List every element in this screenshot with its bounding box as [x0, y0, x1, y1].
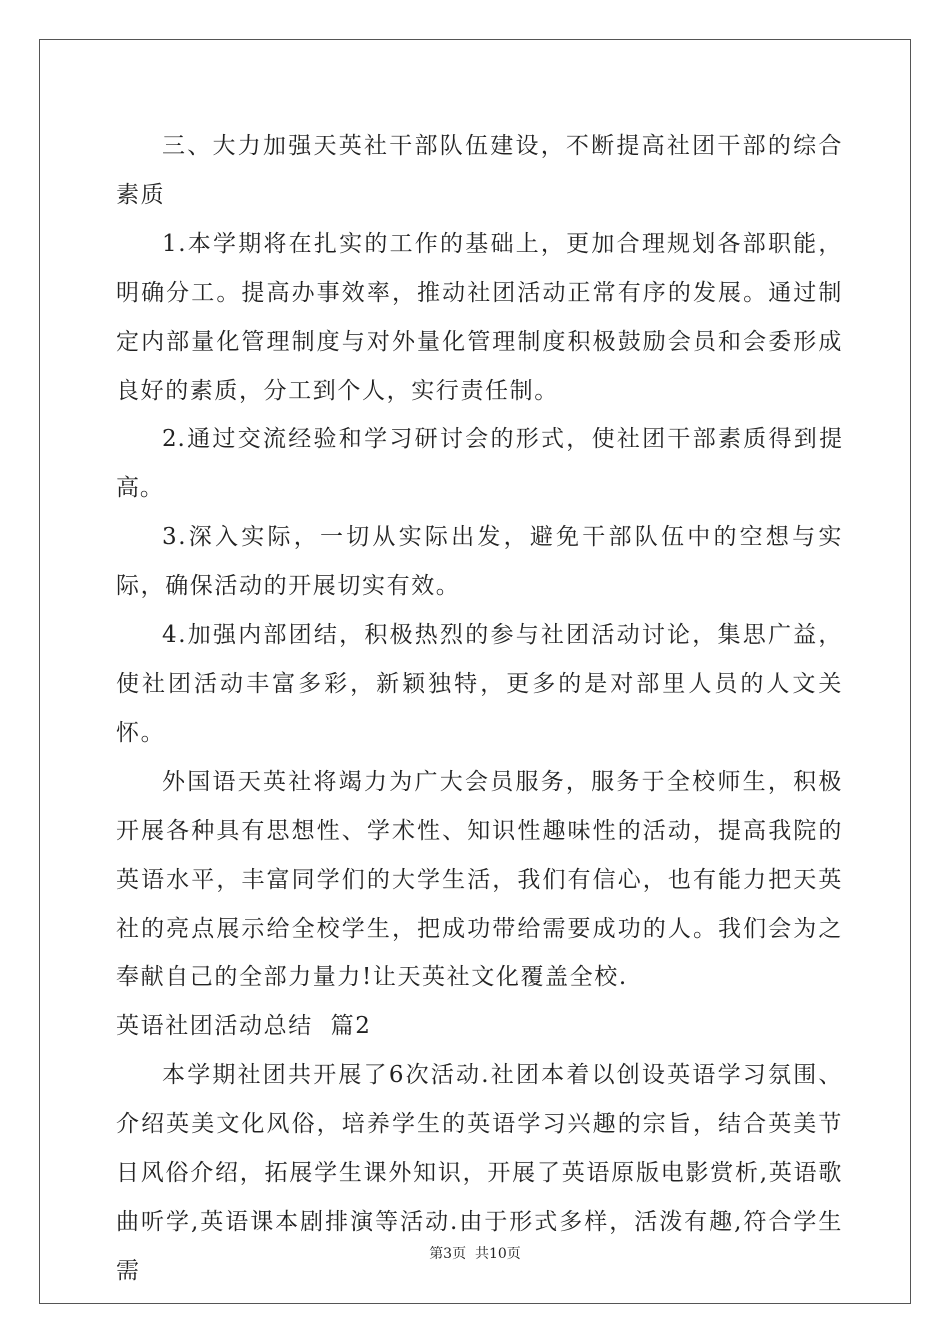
paragraph-section-three-heading: 三、大力加强天英社干部队伍建设，不断提高社团干部的综合素质 — [116, 133, 843, 208]
document-body — [116, 122, 843, 1296]
section-title: 英语社团活动总结 篇2 — [116, 1013, 372, 1040]
paragraph-item-3: 3.深入实际，一切从实际出发，避免干部队伍中的空想与实际，确保活动的开展切实有效。 — [116, 524, 843, 600]
page-footer: 第3页 共10页 — [429, 1246, 521, 1262]
paragraph-item-1: 1.本学期将在扎实的工作的基础上，更加合理规划各部职能，明确分工。提高办事效率，推动社团活动正常有序的发展。通过制定内部量化管理制度与对外量化管理制度积极鼓励会员和会委形成良好的素质，分工到个人，实行责任制。 — [116, 230, 843, 404]
paragraph-section-two-intro: 本学期社团共开展了6次活动.社团本着以创设英语学习氛围、介绍英美文化风俗，培养学生的英语学习兴趣的宗旨，结合英美节日风俗介绍，拓展学生课外知识，开展了英语原版电影赏析,英语歌曲听学,英语课本剧排演等活动.由于形式多样，活泼有趣,符合学生需 — [116, 1062, 843, 1284]
paragraph-item-2: 2.通过交流经验和学习研讨会的形式，使社团干部素质得到提高。 — [116, 426, 843, 502]
paragraph-closing: 外国语天英社将竭力为广大会员服务，服务于全校师生，积极开展各种具有思想性、学术性、知识性趣味性的活动，提高我院的英语水平，丰富同学们的大学生活，我们有信心，也有能力把天英社的亮点展示给全校学生，把成功带给需要成功的人。我们会为之奉献自己的全部力量力!让天英社文化覆盖全校. — [116, 768, 843, 991]
paragraph-item-4: 4.加强内部团结，积极热烈的参与社团活动讨论，集思广益，使社团活动丰富多彩，新颖独特，更多的是对部里人员的人文关怀。 — [116, 622, 843, 746]
